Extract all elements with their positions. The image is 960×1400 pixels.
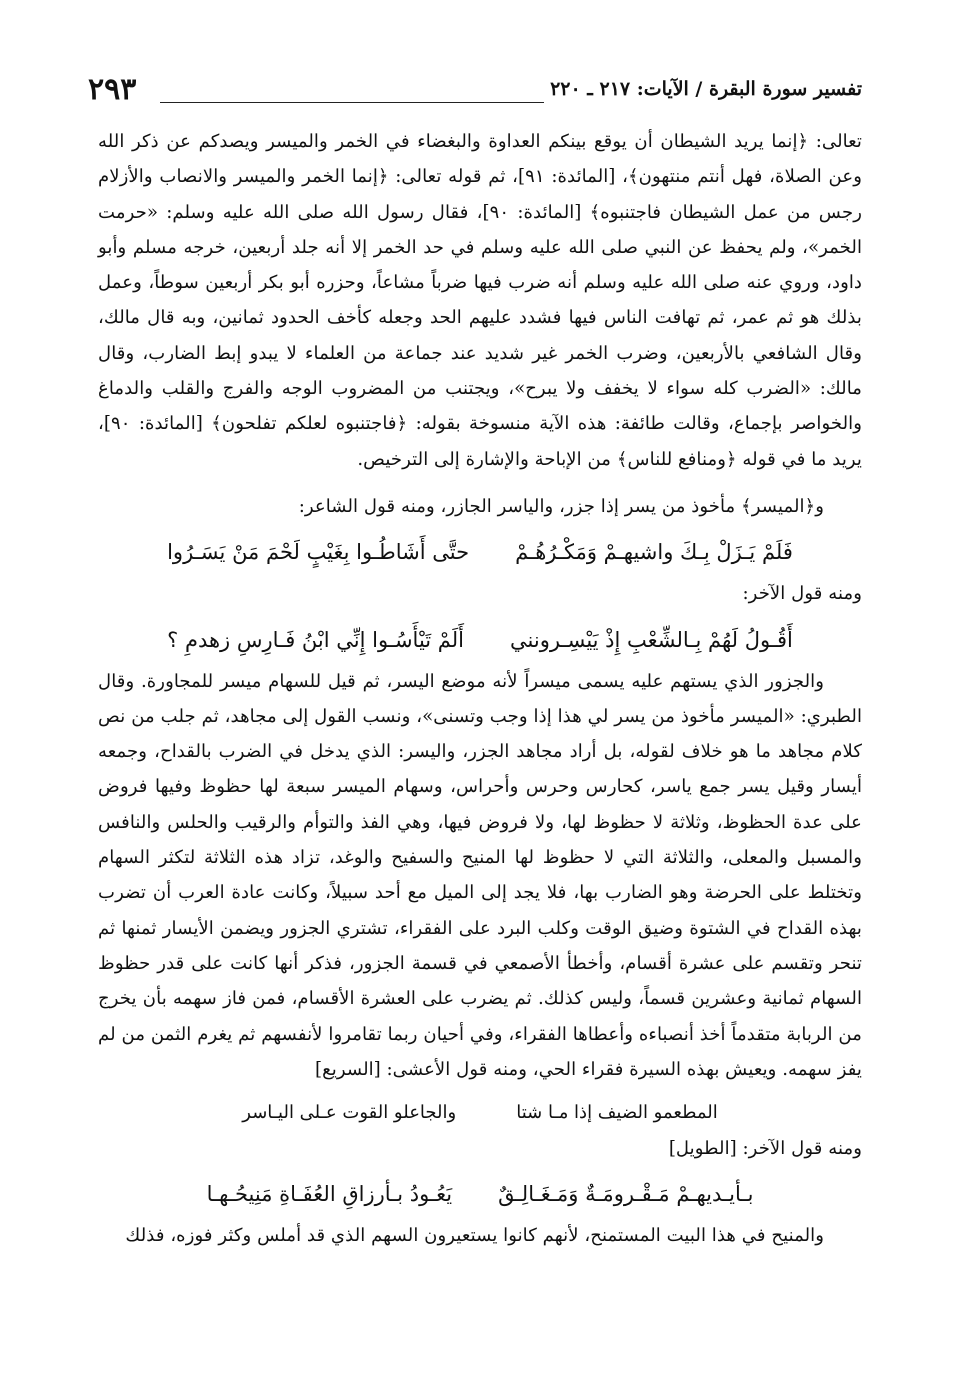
verse-3	[98, 1095, 862, 1131]
page-header	[88, 72, 862, 112]
paragraph-2: و﴿الميسر﴾ مأخوذ من يسر إذا جزر، والياسر الجازر، ومنه قول الشاعر:	[298, 495, 824, 517]
verse-2-first-hemistich: أَقُـولُ لَهُمْ بِـالشِّعْبِ إِذْ يَيْسِـرونني	[510, 627, 793, 652]
header-rule	[160, 102, 544, 103]
paragraph-3: ومنه قول الآخر:	[742, 583, 862, 605]
verse-1	[98, 530, 862, 574]
verse-1-second-hemistich: حتَّى أَشَاطُـوا بِغَيْبٍ لَحْمَ مَنْ يَسَـرُوا	[167, 540, 470, 565]
page-number: ٢٩٣	[88, 72, 137, 107]
verse-4	[98, 1172, 862, 1216]
running-title: تفسير سورة البقرة / الآيات: ٢١٧ ـ ٢٢٠	[550, 78, 862, 100]
verse-2-second-hemistich: أَلَمْ تَيْأَسُـوا إِنِّي ابْنُ فَـارِسِ زهدمِ ؟	[167, 627, 465, 652]
verse-3-second-hemistich: والجاعلو القوت عـلى اليـاسر	[242, 1102, 457, 1124]
verse-4-second-hemistich: يَعُـودُ بـأرزاقِ العُفَـاةِ مَنِيحُـهـا	[206, 1182, 453, 1207]
paragraph-1: تعالى: ﴿إنما يريد الشيطان أن يوقع بينكم العداوة والبغضاء في الخمر والميسر ويصدكم عن ذكر الله وعن الصلاة، فهل أنتم منتهون﴾، [المائدة: ٩١]، ثم قوله تعالى: ﴿إنما الخمر والميسر والانصاب والأزلام رجس من عمل الشيطان فاجتنبوه﴾ [المائدة: ٩٠]، فقال رسول الله صلى الله عليه وسلم: «حرمت الخمر»، ولم يحفظ عن النبي صلى الله عليه وسلم في حد الخمر إلا أنه جلد أربعين، خرجه مسلم وأبو داود، وروي عنه صلى الله عليه وسلم أنه ضرب فيها ضرباً مشاعاً، وحزره أبو بكر أربعين سوطاً، وعمل بذلك هو ثم عمر، ثم تهافت الناس فيها فشدد عليهم الحد وجعله كأخف الحدود ثمانين، وبه قال مالك، وقال الشافعي بالأربعين، وضرب الخمر غير شديد عند جماعة من العلماء لا يبدو إبط الضارب، وقال مالك: «الضرب كله سواء لا يخفف ولا يبرح»، ويجتنب من المضروب الوجه والفرج والقلب والدماغ والخواصر بإجماع، وقالت طائفة: هذه الآية منسوخة بقوله: ﴿فاجتنبوه لعلكم تفلحون﴾ [المائدة: ٩٠]، يريد ما في قوله ﴿ومنافع للناس﴾ من الإباحة والإشارة إلى الترخيص.	[98, 131, 862, 470]
verse-2	[98, 618, 862, 662]
verse-1-first-hemistich: فَلَمْ يَـزَلْ بِـكَ واشيهـمْ وَمَكْـرُهُـمْ	[515, 540, 793, 565]
page-body	[98, 124, 862, 1254]
verse-4-first-hemistich: بـأيـديهـمْ مَـقْـرومَـةٌ وَمَـغَـالِـقٌ	[498, 1182, 754, 1207]
paragraph-5: ومنه قول الآخر: [الطويل]	[668, 1138, 862, 1160]
paragraph-4: والجزور الذي يستهم عليه يسمى ميسراً لأنه موضع اليسر، ثم قيل للسهام ميسر للمجاورة. وقال الطبري: «الميسر مأخوذ من يسر لي هذا إذا وجب وتسنى»، ونسب القول إلى مجاهد، ثم جلب من نص كلام مجاهد ما هو خلاف لقوله، بل أراد مجاهد الجزر، واليسر: الذي يدخل في الضرب بالقداح، وجمعه أيسار وقيل يسر جمع ياسر، كحارس وحرس وأحراس، وسهام الميسر سبعة لها حظوظ وفيها فروض على عدة الحظوظ، وثلاثة لا حظوظ لها، ولا فروض فيها، وهي الفذ والتوأم والرقيب والحلس والنافس والمسبل والمعلى، والثلاثة التي لا حظوظ لها المنيح والسفيح والوغد، تزاد هذه الثلاثة لتكثر السهام وتختلط على الحرضة وهو الضارب بها، فلا يجد إلى الميل مع أحد سبيلاً، وكانت عادة العرب أن تضرب بهذه القداح في الشتوة وضيق الوقت وكلب البرد على الفقراء، تشتري الجزور ويضمن الأيسار ثمنها ثم تنحر وتقسم على عشرة أقسام، وأخطأ الأصمعي في قسمة الجزور، فذكر أنها كانت على قدر حظوظ السهام ثمانية وعشرين قسماً، وليس كذلك. ثم يضرب على العشرة الأقسام، فمن فاز سهمه بأن يخرج من الربابة متقدماً أخذ أنصباءه وأعطاها الفقراء، وفي أحيان ربما تقامروا لأنفسهم ثم يغرم الثمن من لم يفز سهمه. ويعيش بهذه السيرة فقراء الحي، ومنه قول الأعشى: [السريع]	[98, 670, 862, 1080]
verse-3-first-hemistich: المطعمو الضيف إذا مـا شتا	[516, 1102, 718, 1124]
paragraph-6: والمنيح في هذا البيت المستمنح، لأنهم كانوا يستعيرون السهم الذي قد أملس وكثر فوزه، فذلك	[125, 1225, 824, 1247]
